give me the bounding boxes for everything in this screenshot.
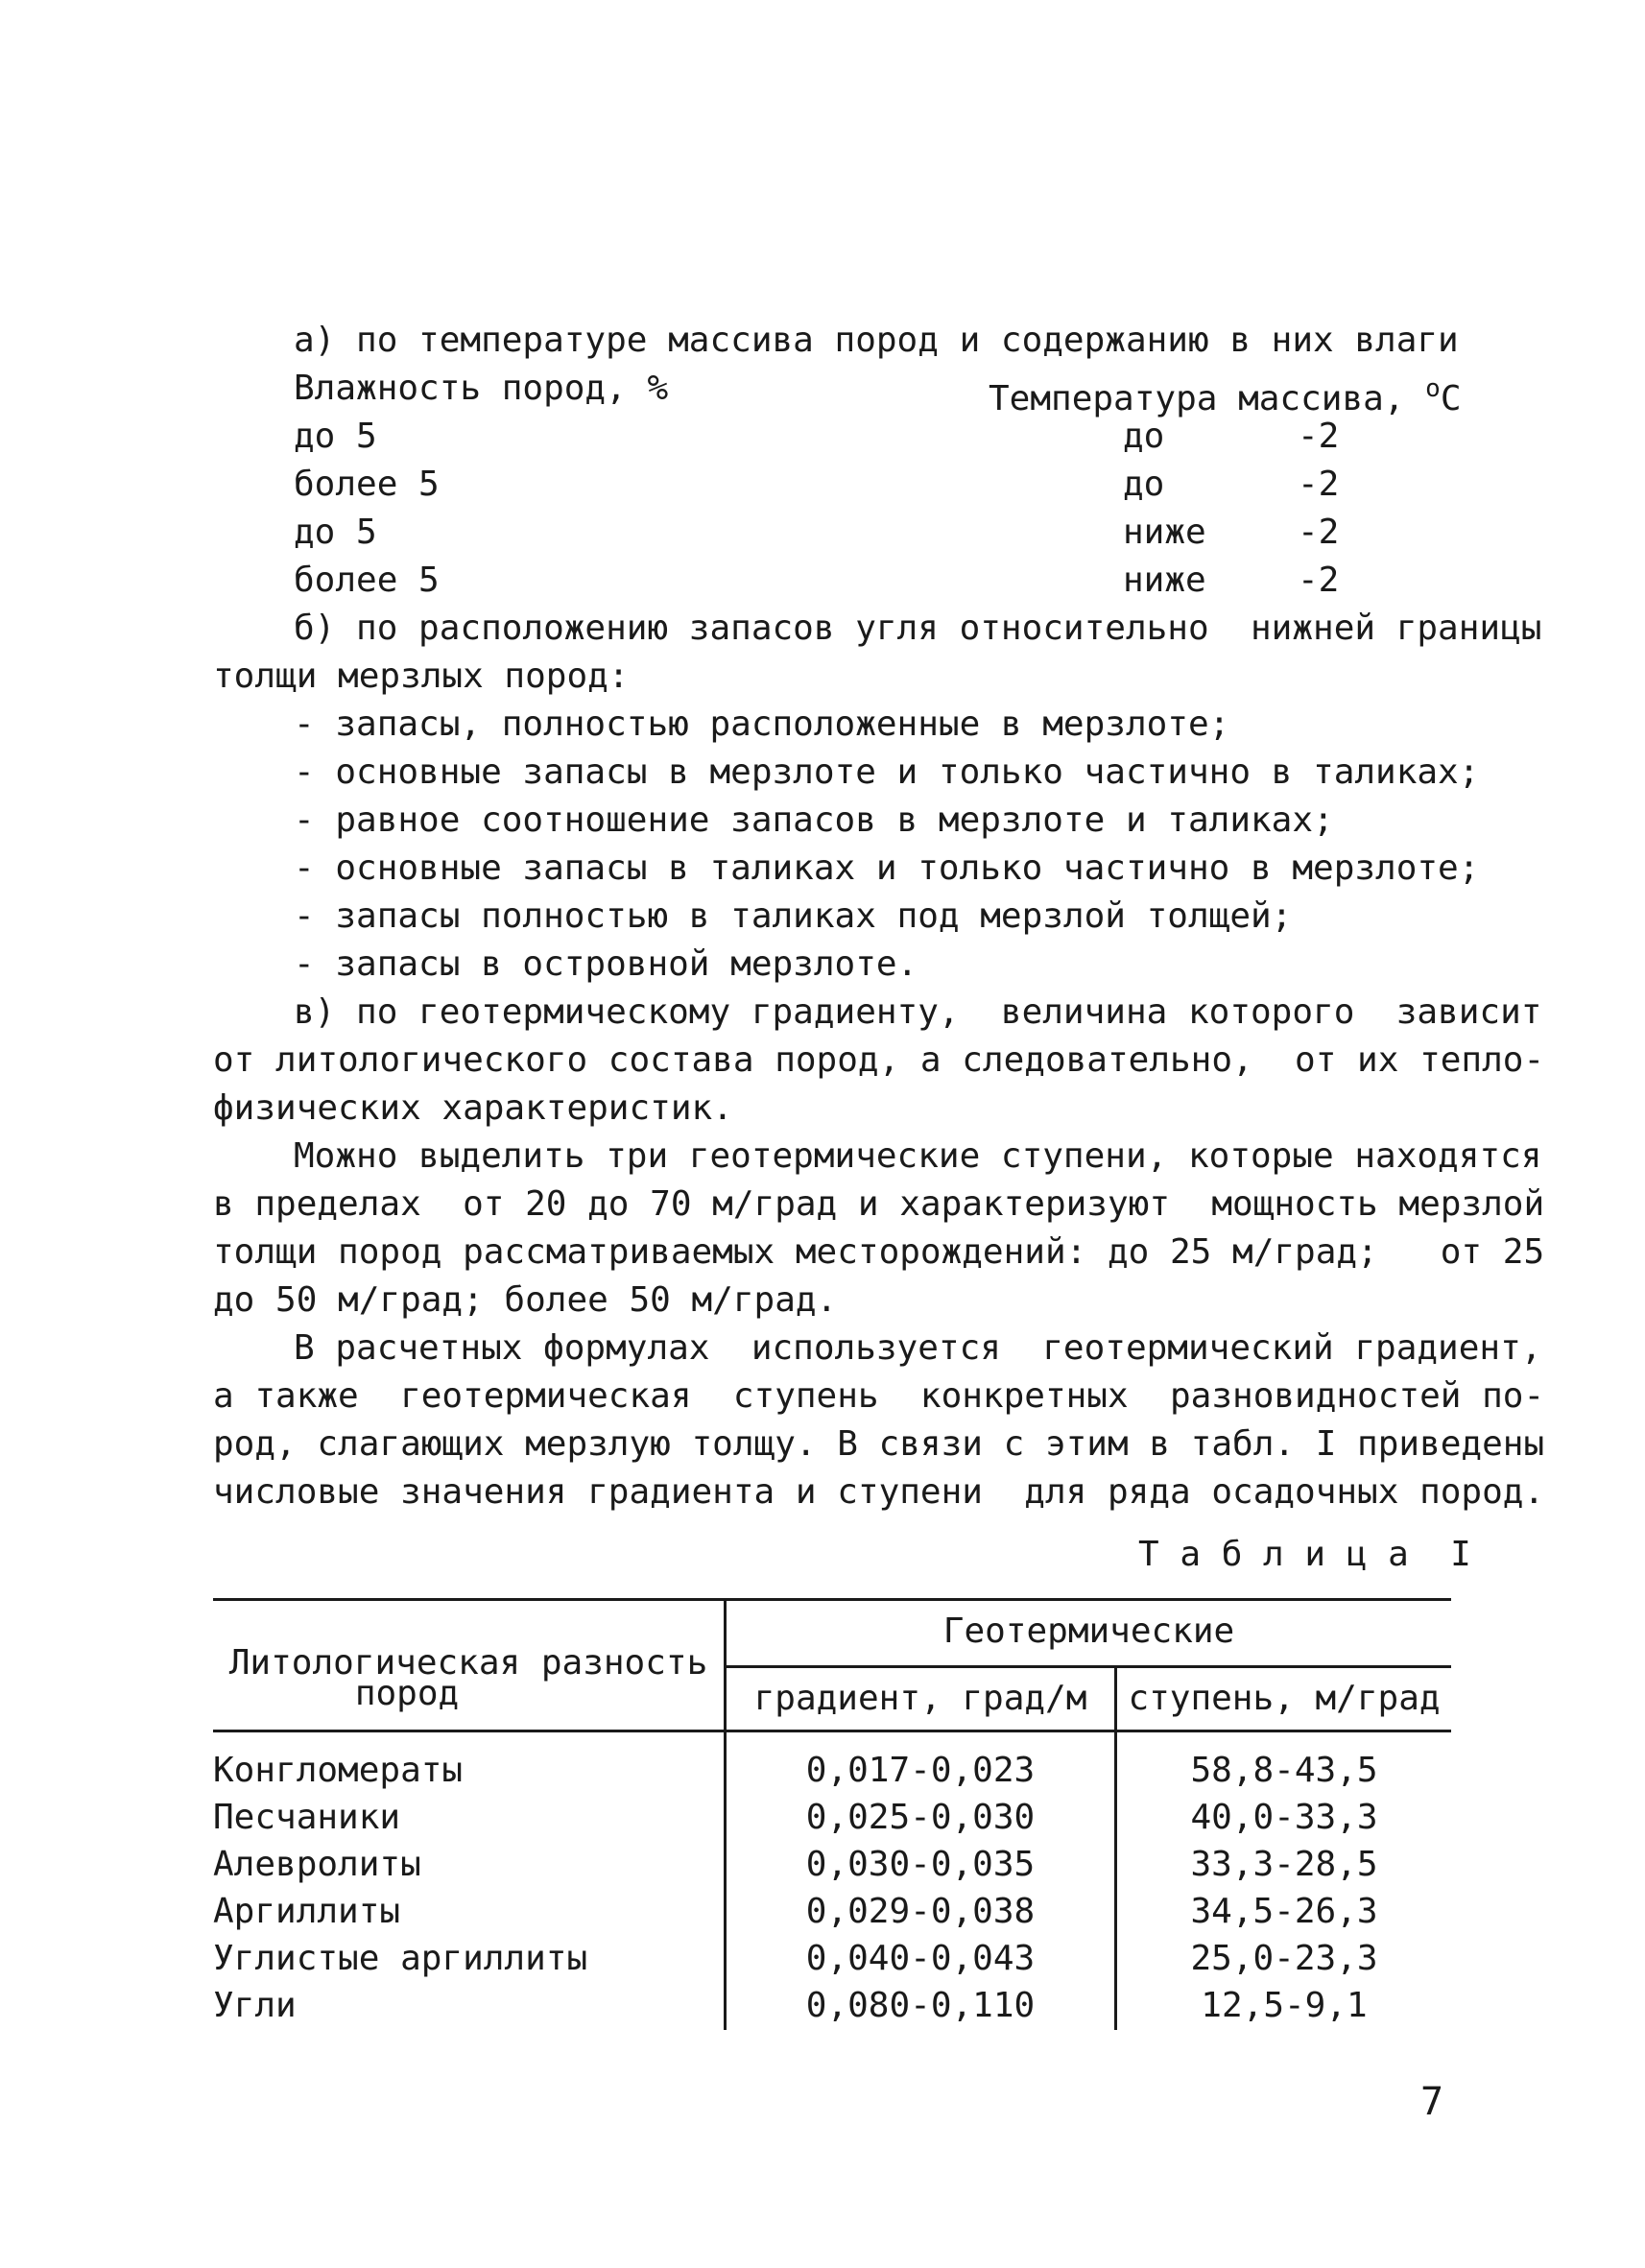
step-value: 40,0-33,3 [1190,1798,1378,1837]
list-item: - основные запасы в мерзлоте и только частично в таликах; [294,752,1480,792]
section-c-line-2: от литологического состава пород, а следовательно, от их тепло- [213,1040,1545,1080]
gradient-value: 0,080-0,110 [805,1986,1036,2025]
moisture-column-header: Влажность пород, % [294,369,669,408]
table-subheader-rule [725,1665,1451,1668]
section-c-line-3: физических характеристик. [213,1088,733,1128]
step-value: 33,3-28,5 [1190,1845,1378,1884]
section-a-heading: а) по температуре массива пород и содержанию в них влаги [294,321,1459,360]
qualifier-row-2: до [1123,465,1165,504]
gradient-value: 0,030-0,035 [805,1845,1036,1884]
rock-name: Конгломераты [213,1751,464,1790]
moisture-row-3: до 5 [294,513,377,552]
section-b-heading: б) по расположению запасов угля относительно нижней границы [294,609,1542,648]
paragraph-1-line-4: до 50 м/град; более 50 м/град. [213,1280,838,1320]
step-value: 58,8-43,5 [1190,1751,1378,1790]
qualifier-row-3: ниже [1123,513,1206,552]
rock-name: Угли [213,1986,297,2025]
temperature-row-1: -2 [1298,417,1340,456]
rock-name: Аргиллиты [213,1892,401,1931]
paragraph-2-line-1: В расчетных формулах используется геотермический градиент, [294,1328,1542,1368]
temperature-column-header [989,365,1462,423]
gradient-value: 0,017-0,023 [805,1751,1036,1790]
lithology-header-line-2: пород [354,1674,460,1713]
list-item: - основные запасы в таликах и только частично в мерзлоте; [294,848,1480,888]
paragraph-2-line-4: числовые значения градиента и ступени для ряда осадочных пород. [213,1472,1545,1512]
rock-name: Углистые аргиллиты [213,1939,588,1978]
gradient-value: 0,040-0,043 [805,1939,1036,1978]
paragraph-2-line-2: а также геотермическая ступень конкретных разновидностей по- [213,1376,1545,1416]
section-b-heading-cont: толщи мерзлых пород: [213,657,630,696]
step-value: 25,0-23,3 [1190,1939,1378,1978]
temperature-row-2: -2 [1298,465,1340,504]
lithology-header-line-1: Литологическая разность [228,1643,708,1683]
paragraph-1-line-3: толщи пород рассматриваемых месторождений: до 25 м/град; от 25 [213,1232,1545,1272]
rock-name: Песчаники [213,1798,401,1837]
geothermal-group-header: Геотермические [942,1611,1235,1651]
moisture-row-2: более 5 [294,465,440,504]
list-item: - равное соотношение запасов в мерзлоте и таликах; [294,800,1334,840]
list-item: - запасы в островной мерзлоте. [294,944,918,984]
gradient-value: 0,025-0,030 [805,1798,1036,1837]
temperature-header-text: Температура массива, [989,379,1426,418]
list-item: - запасы полностью в таликах под мерзлой толщей; [294,896,1293,936]
step-value: 34,5-26,3 [1190,1892,1378,1931]
qualifier-row-1: до [1123,417,1165,456]
step-header: ступень, м/град [1128,1679,1441,1718]
temperature-row-3: -2 [1298,513,1340,552]
rock-name: Алевролиты [213,1845,421,1884]
paragraph-1-line-2: в пределах от 20 до 70 м/град и характеризуют мощность мерзлой [213,1184,1545,1224]
degree-sign: o [1425,374,1441,403]
moisture-row-4: более 5 [294,561,440,600]
gradient-value: 0,029-0,038 [805,1892,1036,1931]
qualifier-row-4: ниже [1123,561,1206,600]
gradient-header: градиент, град/м [753,1679,1087,1718]
table-top-rule [213,1598,1451,1601]
page-number: 7 [1420,2080,1444,2124]
step-value: 12,5-9,1 [1201,1986,1368,2025]
paragraph-1-line-1: Можно выделить три геотермические ступени, которые находятся [294,1136,1542,1176]
list-item: - запасы, полностью расположенные в мерзлоте; [294,704,1230,744]
table-caption: Т а б л и ц а I [1138,1535,1471,1574]
paragraph-2-line-3: род, слагающих мерзлую толщу. В связи с этим в табл. I приведены [213,1424,1545,1464]
temperature-unit: С [1440,379,1462,418]
table-header-bottom-rule [213,1730,1451,1732]
moisture-row-1: до 5 [294,417,377,456]
section-c-line-1: в) по геотермическому градиенту, величина которого зависит [294,992,1542,1032]
temperature-row-4: -2 [1298,561,1340,600]
